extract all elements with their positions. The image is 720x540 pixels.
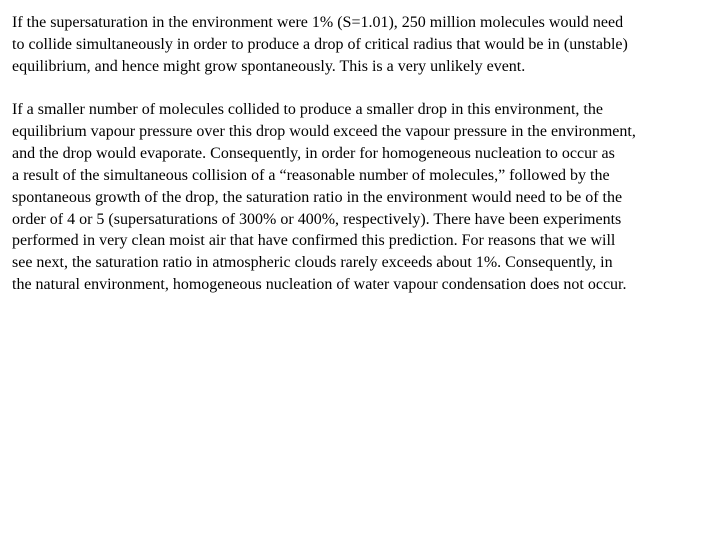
text-line: spontaneous growth of the drop, the saturation ratio in the environment would need to be of the — [12, 188, 623, 206]
text-line: equilibrium, and hence might grow spontaneously. This is a very unlikely event. — [12, 57, 526, 75]
text-line: the natural environment, homogeneous nucleation of water vapour condensation does not occur. — [12, 276, 627, 294]
text-line: order of 4 or 5 (supersaturations of 300% or 400%, respectively). There have been experiments — [12, 210, 622, 228]
paragraph-supersaturation — [12, 12, 717, 78]
text-line: equilibrium vapour pressure over this drop would exceed the vapour pressure in the environment, — [12, 122, 636, 140]
text-line: If a smaller number of molecules collided to produce a smaller drop in this environment, the — [12, 101, 603, 118]
text-line: a result of the simultaneous collision of a “reasonable number of molecules,” followed by the — [12, 166, 610, 184]
text-line: and the drop would evaporate. Consequently, in order for homogeneous nucleation to occur as — [12, 144, 615, 162]
paragraph-homogeneous-nucleation — [12, 99, 717, 296]
text-line: to collide simultaneously in order to produce a drop of critical radius that would be in (unstable) — [12, 35, 628, 53]
text-line: see next, the saturation ratio in atmospheric clouds rarely exceeds about 1%. Consequently, in — [12, 254, 613, 272]
text-line: performed in very clean moist air that have confirmed this prediction. For reasons that we will — [12, 232, 616, 250]
text-line: If the supersaturation in the environment were 1% (S=1.01), 250 million molecules would need — [12, 14, 624, 31]
